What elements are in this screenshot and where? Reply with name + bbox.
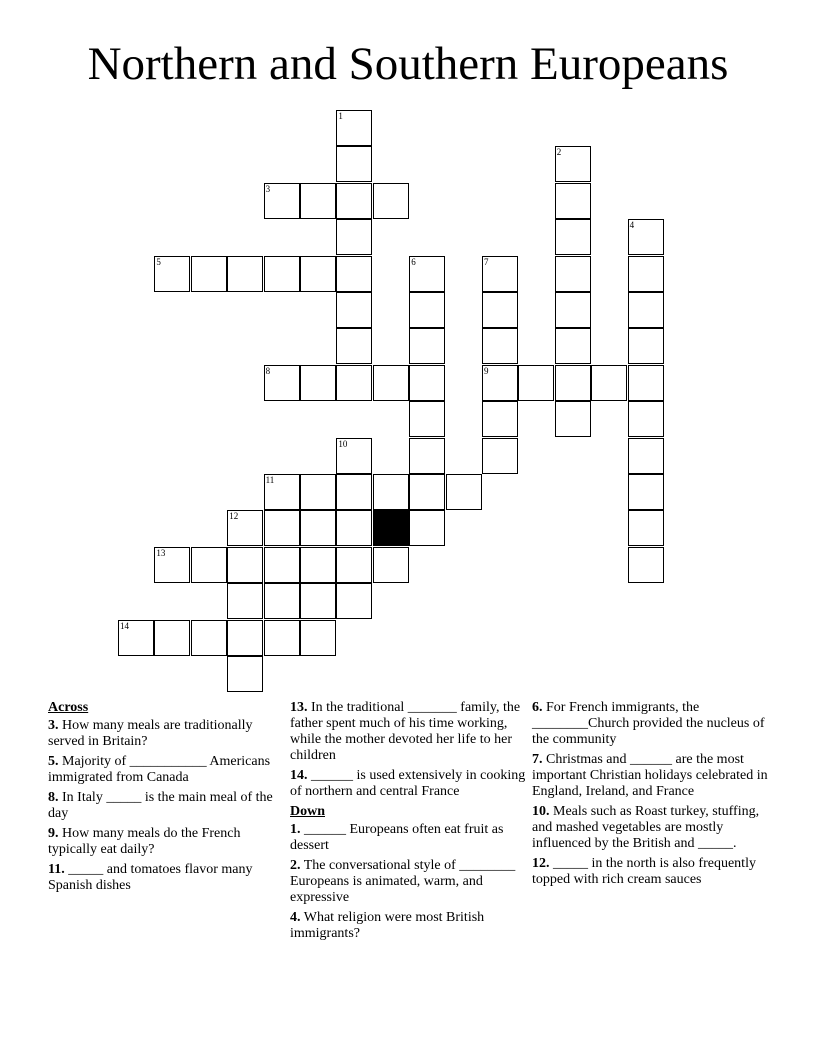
grid-cell[interactable] [409, 365, 445, 401]
grid-cell[interactable] [336, 256, 372, 292]
clue-across-5: 5. Majority of ___________ Americans immigrated from Canada [48, 754, 271, 785]
clue-down-4: 4. What religion were most British immigrants? [290, 910, 485, 941]
grid-cell[interactable] [227, 656, 263, 692]
grid-cell[interactable] [628, 328, 664, 364]
grid-cell[interactable] [555, 328, 591, 364]
clue-across-14: 14. ______ is used extensively in cooking of northern and central France [290, 768, 526, 799]
grid-cell[interactable] [628, 256, 664, 292]
grid-cell[interactable] [336, 547, 372, 583]
grid-cell[interactable] [555, 365, 591, 401]
grid-cell[interactable] [227, 583, 263, 619]
grid-cell[interactable] [154, 547, 190, 583]
grid-cell[interactable] [300, 510, 336, 546]
grid-cell[interactable] [482, 438, 518, 474]
grid-cell[interactable] [555, 256, 591, 292]
across-heading: Across [48, 700, 89, 715]
clues-column-3 [532, 700, 768, 892]
clues-column-1 [48, 700, 284, 898]
grid-cell[interactable] [373, 474, 409, 510]
grid-cell[interactable] [300, 583, 336, 619]
clue-down-6: 6. For French immigrants, the ________Church provided the nucleus of the community [532, 700, 765, 747]
clue-number: 8 [265, 365, 271, 376]
grid-cell[interactable] [628, 438, 664, 474]
clue-number: 11 [265, 475, 275, 485]
grid-cell[interactable] [300, 183, 336, 219]
grid-cell[interactable] [518, 365, 554, 401]
grid-cell[interactable] [336, 292, 372, 328]
grid-cell[interactable] [336, 474, 372, 510]
grid-cell[interactable] [628, 510, 664, 546]
grid-cell[interactable] [118, 620, 154, 656]
grid-cell[interactable] [482, 401, 518, 437]
grid-cell[interactable] [482, 256, 518, 292]
grid-cell[interactable] [227, 510, 263, 546]
clue-number: 10 [338, 438, 348, 449]
clue-number: 2 [556, 147, 562, 158]
grid-cell[interactable] [336, 438, 372, 474]
grid-cell[interactable] [264, 583, 300, 619]
grid-cell[interactable] [482, 292, 518, 328]
clue-down-1: 1. ______ Europeans often eat fruit as dessert [290, 822, 504, 853]
clue-number: 6 [411, 256, 416, 267]
clue-number: 13 [156, 547, 166, 558]
clue-number: 9 [484, 365, 489, 376]
clue-down-2: 2. The conversational style of ________ Europeans is animated, warm, and expressive [290, 858, 516, 905]
grid-cell[interactable] [336, 183, 372, 219]
grid-cell[interactable] [482, 365, 518, 401]
grid-cell[interactable] [555, 219, 591, 255]
grid-cell[interactable] [264, 256, 300, 292]
grid-cell[interactable] [300, 365, 336, 401]
grid-cell[interactable] [628, 474, 664, 510]
grid-cell[interactable] [628, 401, 664, 437]
grid-cell[interactable] [409, 438, 445, 474]
grid-cell[interactable] [336, 583, 372, 619]
grid-cell[interactable] [191, 547, 227, 583]
grid-cell[interactable] [628, 547, 664, 583]
grid-cell[interactable] [555, 183, 591, 219]
grid-cell[interactable] [482, 328, 518, 364]
down-heading: Down [290, 804, 326, 819]
grid-cell[interactable] [300, 256, 336, 292]
grid-block [373, 510, 409, 546]
grid-cell[interactable] [191, 256, 227, 292]
clue-across-11: 11. _____ and tomatoes flavor many Spanish dishes [48, 862, 253, 893]
grid-cell[interactable] [336, 365, 372, 401]
grid-cell[interactable] [227, 620, 263, 656]
clue-number: 5 [156, 256, 161, 267]
grid-cell[interactable] [409, 401, 445, 437]
clue-across-8: 8. In Italy _____ is the main meal of the day [48, 790, 273, 821]
grid-cell[interactable] [628, 219, 664, 255]
grid-cell[interactable] [446, 474, 482, 510]
grid-cell[interactable] [555, 146, 591, 182]
grid-cell[interactable] [264, 183, 300, 219]
grid-cell[interactable] [300, 620, 336, 656]
grid-cell[interactable] [373, 183, 409, 219]
grid-cell[interactable] [555, 401, 591, 437]
clue-number: 4 [629, 220, 635, 231]
grid-cell[interactable] [336, 110, 372, 146]
grid-cell[interactable] [154, 620, 190, 656]
grid-cell[interactable] [300, 474, 336, 510]
grid-cell[interactable] [409, 292, 445, 328]
grid-cell[interactable] [336, 328, 372, 364]
clue-number: 14 [120, 620, 129, 631]
grid-cell[interactable] [336, 219, 372, 255]
grid-cell[interactable] [264, 620, 300, 656]
grid-cell[interactable] [628, 365, 664, 401]
clue-number: 1 [338, 111, 343, 121]
clue-number: 3 [265, 183, 271, 194]
grid-cell[interactable] [336, 510, 372, 546]
grid-cell[interactable] [154, 256, 190, 292]
grid-cell[interactable] [409, 510, 445, 546]
grid-cell[interactable] [591, 365, 627, 401]
grid-cell[interactable] [373, 365, 409, 401]
clue-across-3: 3. How many meals are traditionally served in Britain? [48, 718, 253, 749]
grid-cell[interactable] [191, 620, 227, 656]
clues-column-2 [290, 700, 526, 946]
grid-cell[interactable] [409, 474, 445, 510]
clue-number: 12 [229, 511, 239, 522]
grid-cell[interactable] [336, 146, 372, 182]
puzzle-title: Northern and Southern Europeans [87, 38, 729, 90]
grid-cell[interactable] [227, 256, 263, 292]
grid-cell[interactable] [409, 256, 445, 292]
grid-cell[interactable] [264, 510, 300, 546]
clue-down-12: 12. _____ in the north is also frequently topped with rich cream sauces [532, 856, 756, 887]
grid-cell[interactable] [264, 365, 300, 401]
grid-cell[interactable] [264, 547, 300, 583]
clue-across-13: 13. In the traditional _______ family, the father spent much of his time working, while the mother devoted her life to her children [290, 700, 521, 763]
grid-cell[interactable] [628, 292, 664, 328]
clue-across-9: 9. How many meals do the French typically eat daily? [48, 826, 241, 857]
clue-number: 7 [484, 256, 489, 267]
clue-down-7: 7. Christmas and ______ are the most important Christian holidays celebrated in England, Ireland, and France [532, 752, 768, 799]
grid-cell[interactable] [264, 474, 300, 510]
grid-cell[interactable] [409, 328, 445, 364]
grid-cell[interactable] [300, 547, 336, 583]
grid-cell[interactable] [227, 547, 263, 583]
clue-down-10: 10. Meals such as Roast turkey, stuffing, and mashed vegetables are mostly influenced by the British and _____. [532, 804, 760, 851]
grid-cell[interactable] [555, 292, 591, 328]
grid-cell[interactable] [373, 547, 409, 583]
